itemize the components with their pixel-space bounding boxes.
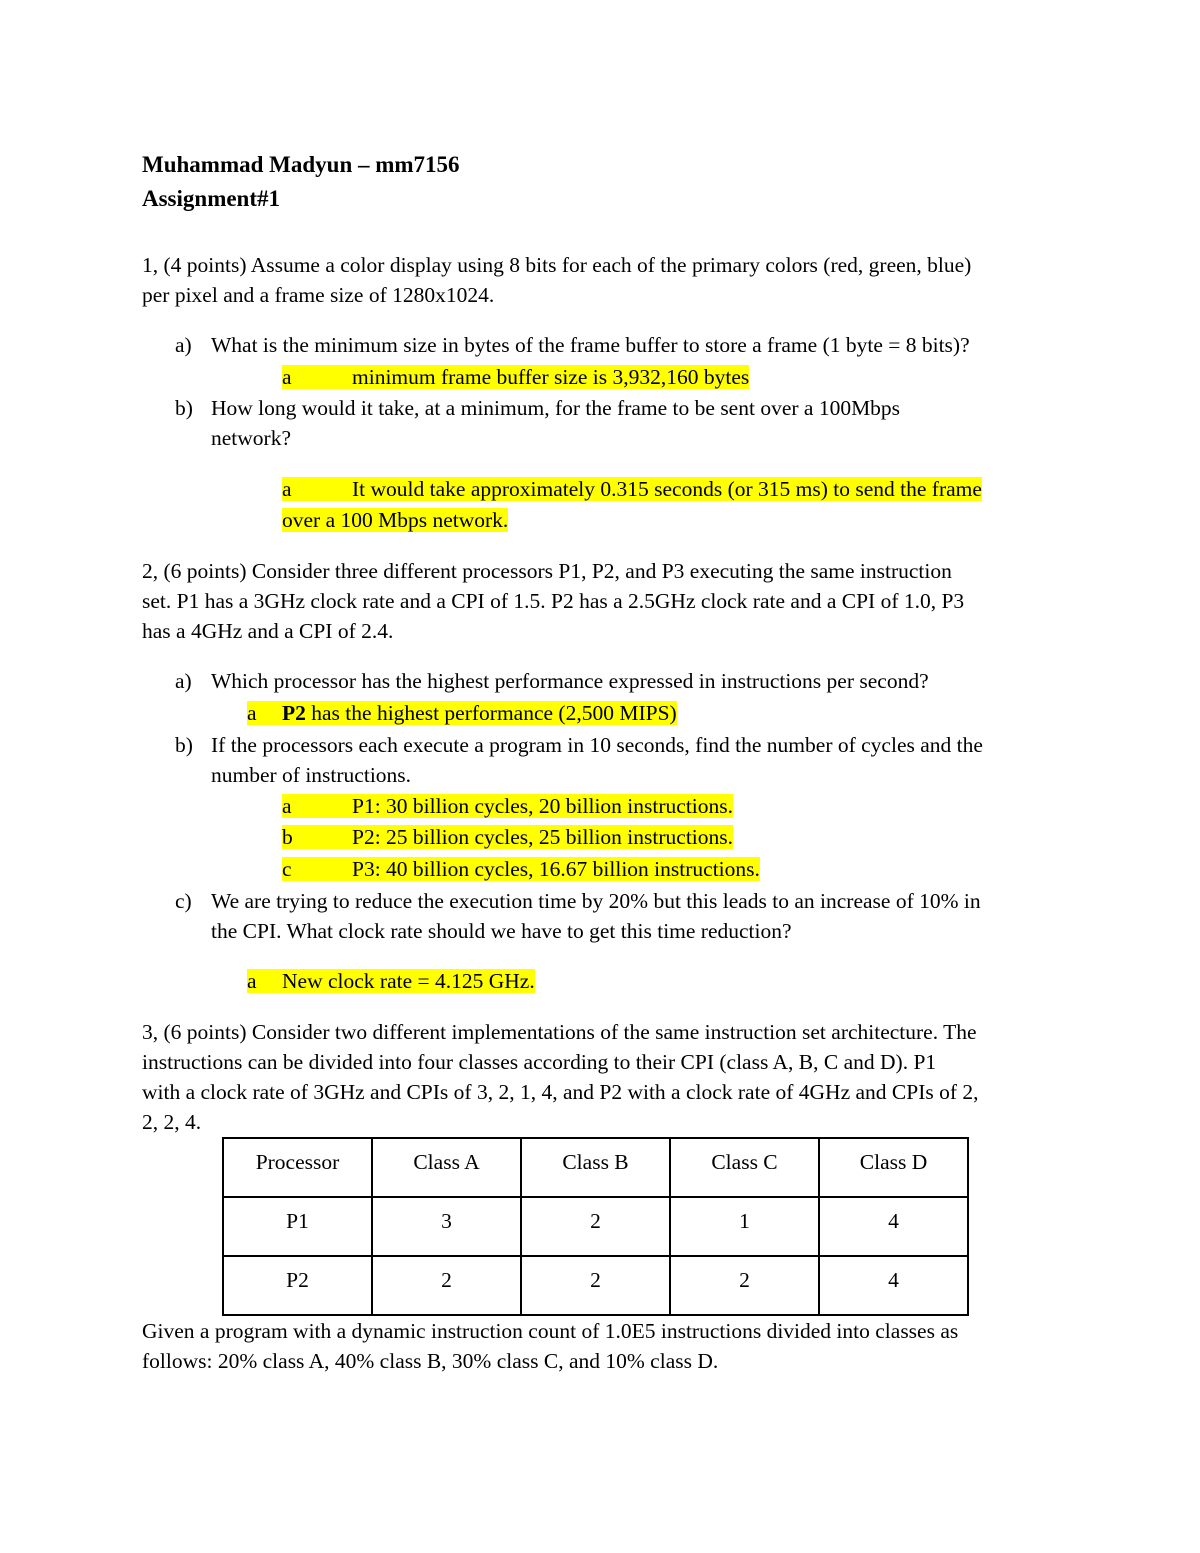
q3-text-line1: 3, (6 points) Consider two different implementations of the same instruction set architecture. The [142, 1020, 977, 1044]
q3-text-line3: with a clock rate of 3GHz and CPIs of 3, 2, 1, 4, and P2 with a clock rate of 4GHz and CPIs of 2, [142, 1080, 979, 1104]
q2c-marker: c) [175, 889, 192, 913]
q1b-answer-line1 [282, 474, 982, 504]
q2b-answer-item [282, 854, 760, 884]
q2a-answer-text: has the highest performance (2,500 MIPS) [305, 701, 677, 725]
table-cell: 4 [819, 1256, 968, 1315]
q2b-answer-text: P1: 30 billion cycles, 20 billion instructions. [352, 794, 734, 818]
assignment-title: Assignment#1 [142, 186, 281, 211]
q3-after-line2: follows: 20% class A, 40% class B, 30% class C, and 10% class D. [142, 1349, 719, 1373]
table-cell: P2 [223, 1256, 372, 1315]
table-cell: 2 [521, 1256, 670, 1315]
q2b-question-line2: number of instructions. [211, 763, 412, 787]
table-row [223, 1197, 968, 1256]
q2a-question: Which processor has the highest performance expressed in instructions per second? [211, 669, 929, 693]
q1a-answer-label: a [282, 365, 292, 389]
q2a-answer-label: a [247, 701, 257, 725]
table-cell: P1 [223, 1197, 372, 1256]
table-cell: 1 [670, 1197, 819, 1256]
q1a-answer-text: minimum frame buffer size is 3,932,160 bytes [352, 365, 750, 389]
q1a-question: What is the minimum size in bytes of the frame buffer to store a frame (1 byte = 8 bits)? [211, 333, 970, 357]
q1-text-line2: per pixel and a frame size of 1280x1024. [142, 283, 495, 307]
q2-text-line1: 2, (6 points) Consider three different processors P1, P2, and P3 executing the same instruction [142, 559, 952, 583]
q3-after-line1: Given a program with a dynamic instruction count of 1.0E5 instructions divided into classes as [142, 1319, 959, 1343]
q3-text-line4: 2, 2, 4. [142, 1110, 202, 1134]
table-header-cell: Class D [819, 1138, 968, 1197]
q2b-marker: b) [175, 733, 193, 757]
q2b-answer-item [282, 791, 733, 821]
q2-text-line2: set. P1 has a 3GHz clock rate and a CPI of 1.5. P2 has a 2.5GHz clock rate and a CPI of 1.0, P3 [142, 589, 965, 613]
table-cell: 2 [521, 1197, 670, 1256]
table-header-cell: Processor [223, 1138, 372, 1197]
q1a-answer [282, 362, 749, 392]
q2a-marker: a) [175, 669, 192, 693]
q2b-answer-item [282, 822, 733, 852]
q2b-answer-label: c [282, 857, 292, 881]
q1b-question-line1: How long would it take, at a minimum, for the frame to be sent over a 100Mbps [211, 396, 901, 420]
q2a-answer [247, 698, 677, 728]
q1b-marker: b) [175, 396, 193, 420]
q2c-question-line1: We are trying to reduce the execution time by 20% but this leads to an increase of 10% in [211, 889, 981, 913]
table-cell: 4 [819, 1197, 968, 1256]
q2b-answer-label: a [282, 794, 292, 818]
cpi-table [222, 1137, 969, 1316]
table-header-cell: Class B [521, 1138, 670, 1197]
table-cell: 2 [670, 1256, 819, 1315]
q2a-answer-bold: P2 [282, 701, 306, 725]
q1b-answer-label: a [282, 477, 292, 501]
q2c-question-line2: the CPI. What clock rate should we have to get this time reduction? [211, 919, 792, 943]
q1b-question-line2: network? [211, 426, 291, 450]
q1b-answer-text2: over a 100 Mbps network. [282, 508, 509, 532]
table-header-row [223, 1138, 968, 1197]
q2b-answer-label: b [282, 825, 293, 849]
q2b-answer-text: P3: 40 billion cycles, 16.67 billion instructions. [352, 857, 760, 881]
table-header-cell: Class A [372, 1138, 521, 1197]
author-heading: Muhammad Madyun – mm7156 [142, 152, 460, 177]
q2c-answer-text: New clock rate = 4.125 GHz. [282, 969, 535, 993]
q2c-answer-label: a [247, 969, 257, 993]
table-header-cell: Class C [670, 1138, 819, 1197]
q1b-answer-line2 [282, 505, 508, 535]
q2-text-line3: has a 4GHz and a CPI of 2.4. [142, 619, 394, 643]
table-cell: 3 [372, 1197, 521, 1256]
q1a-marker: a) [175, 333, 192, 357]
q3-text-line2: instructions can be divided into four classes according to their CPI (class A, B, C and D). P1 [142, 1050, 937, 1074]
table-row [223, 1256, 968, 1315]
q1-text-line1: 1, (4 points) Assume a color display using 8 bits for each of the primary colors (red, green, blue) [142, 253, 972, 277]
q1b-answer-text1: It would take approximately 0.315 seconds (or 315 ms) to send the frame [352, 477, 982, 501]
q2c-answer [247, 966, 535, 996]
table-cell: 2 [372, 1256, 521, 1315]
q2b-question-line1: If the processors each execute a program in 10 seconds, find the number of cycles and the [211, 733, 983, 757]
q2b-answer-text: P2: 25 billion cycles, 25 billion instructions. [352, 825, 734, 849]
